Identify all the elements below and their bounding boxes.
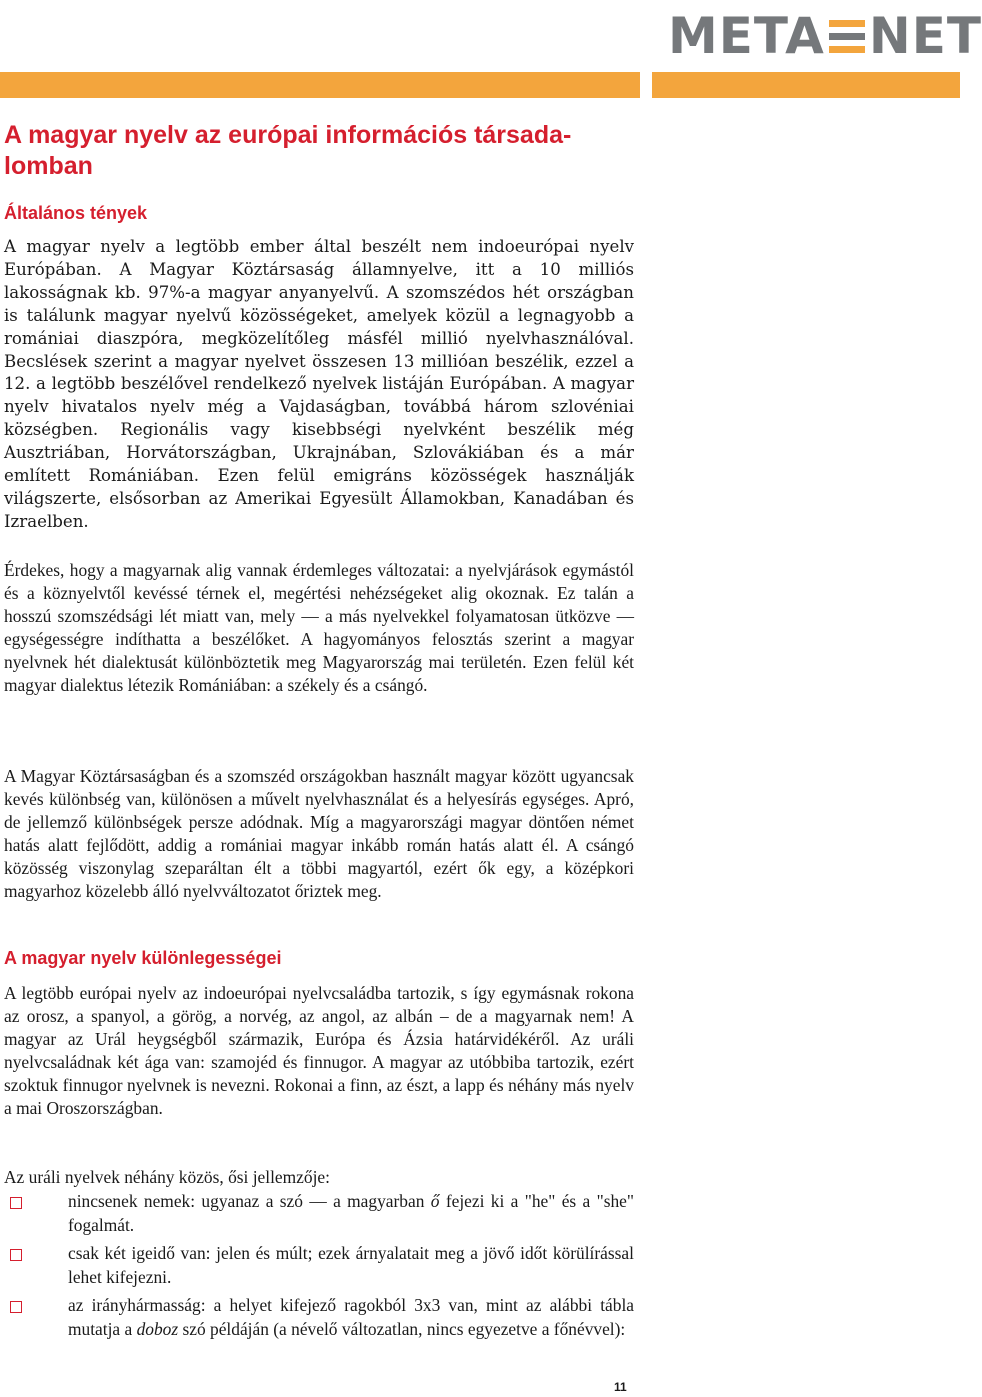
checkbox-bullet-icon bbox=[10, 1249, 22, 1261]
paragraph-dialects: Érdekes, hogy a magyarnak alig vannak érdemleges változatai: a nyelvjárások egymástól és a köznyelvtől kevéssé térnek el, megértési nehézségeket alig okoznak. Ez talán a hosszú szomszédsági lét miatt van, mely — a más nyelvekkel folyamatosan ütközve — egységességre indíthatta a beszélőket. A hagyományos felosztás szerint a magyar nyelvnek hét dialektusát különböztetik meg Magyarország mai területén. Ezen felül két magyar dialektus létezik Romániában: a székely és a csángó. bbox=[4, 560, 634, 695]
page-title-line1: A magyar nyelv az európai információs társada- bbox=[4, 121, 572, 149]
section-heading-general: Általános tények bbox=[4, 203, 148, 223]
list-item: nincsenek nemek: ugyanaz a szó — a magyarban ő fejezi ki a "he" és a "she" fogalmát. bbox=[4, 1190, 634, 1237]
paragraph-uralic-intro: Az uráli nyelvek néhány közös, ősi jellemzője: bbox=[4, 1167, 330, 1187]
page-title-line2: lomban bbox=[4, 152, 93, 180]
section-heading-specialties: A magyar nyelv különlegességei bbox=[4, 948, 282, 968]
checkbox-bullet-icon bbox=[10, 1301, 22, 1313]
paragraph-variants: A Magyar Köztársaságban és a szomszéd országokban használt magyar között ugyancsak kevés különbség van, különösen a művelt nyelvhasználat és a helyesírás egységes. Apró, de jellemző különbségek persze adódnak. Míg a magyarországi magyar döntően német hatás alatt fejlődött, addig a romániai magyar inkább román hatás alatt él. A csángó közösség viszonylag szeparáltan élt a többi magyartól, ezért ők egy, a középkori magyarhoz közelebb álló nyelvváltozatot őriztek meg. bbox=[4, 766, 634, 901]
logo-left-text: META bbox=[668, 7, 825, 65]
logo-right-text: NET bbox=[868, 7, 982, 65]
checkbox-bullet-icon bbox=[10, 1197, 22, 1209]
paragraph-general-facts: A magyar nyelv a legtöbb ember által beszélt nem indoeurópai nyelv Európában. A Magyar Köztársaság államnyelve, itt a 10 milliós lakosságnak kb. 97%-a magyar anyanyelvű. A szomszédos hét országban is találunk magyar nyelvű közösségeket, amelyek közül a legnagyobb a romániai diaszpóra, megközelítőleg másfél millió nyelvhasználóval. Becslések szerint a magyar nyelvet összesen 13 millióan beszélik, ezzel a 12. a legtöbb beszélővel rendelkező nyelvek listáján Európában. A magyar nyelv hivatalos nyelv még a Vajdaságban, továbbá három szlovéniai községben. Regionális vagy kisebbségi nyelvként beszélik még Ausztriában, Horvátországban, Ukrajnában, Szlovákiában és a már említett Romániában. Ezen felül emigráns közösségek használják világszerte, elsősorban az Amerikai Egyesült Államokban, Kanadában és Izraelben. bbox=[4, 237, 634, 531]
list-item: csak két igeidő van: jelen és múlt; ezek árnyalatait meg a jövő időt körülírással lehet kifejezni. bbox=[4, 1242, 634, 1289]
list-item: az irányhármasság: a helyet kifejező ragokból 3x3 van, mint az alábbi tábla mutatja a doboz szó példáján (a névelő változatlan, nincs egyezetve a főnévvel): bbox=[4, 1294, 634, 1341]
header-bar-left bbox=[0, 72, 640, 98]
header-bar-right bbox=[652, 72, 960, 98]
logo-stripe bbox=[829, 20, 865, 27]
uralic-features-list bbox=[4, 1190, 634, 1346]
logo-stripe bbox=[829, 33, 865, 40]
logo-stripe bbox=[829, 46, 865, 53]
page-number: 11 bbox=[614, 1380, 627, 1394]
logo-equals-mark bbox=[829, 20, 865, 53]
paragraph-language-family: A legtöbb európai nyelv az indoeurópai nyelvcsaládba tartozik, s így egymásnak rokona az orosz, a spanyol, a görög, a norvég, az angol, az albán – de a magyarnak nem! A magyar az Urál heygségből származik, Európa és Ázsia határvidékéről. Az uráli nyelvcsaládnak két ága van: szamojéd és finnugor. A magyar az utóbbiba tartozik, ezért szoktuk finnugor nyelvnek is nevezni. Rokonai a finn, az észt, a lapp és néhány más nyelv a mai Oroszországban. bbox=[4, 983, 634, 1118]
meta-net-logo bbox=[668, 7, 982, 65]
page-title bbox=[4, 120, 644, 182]
